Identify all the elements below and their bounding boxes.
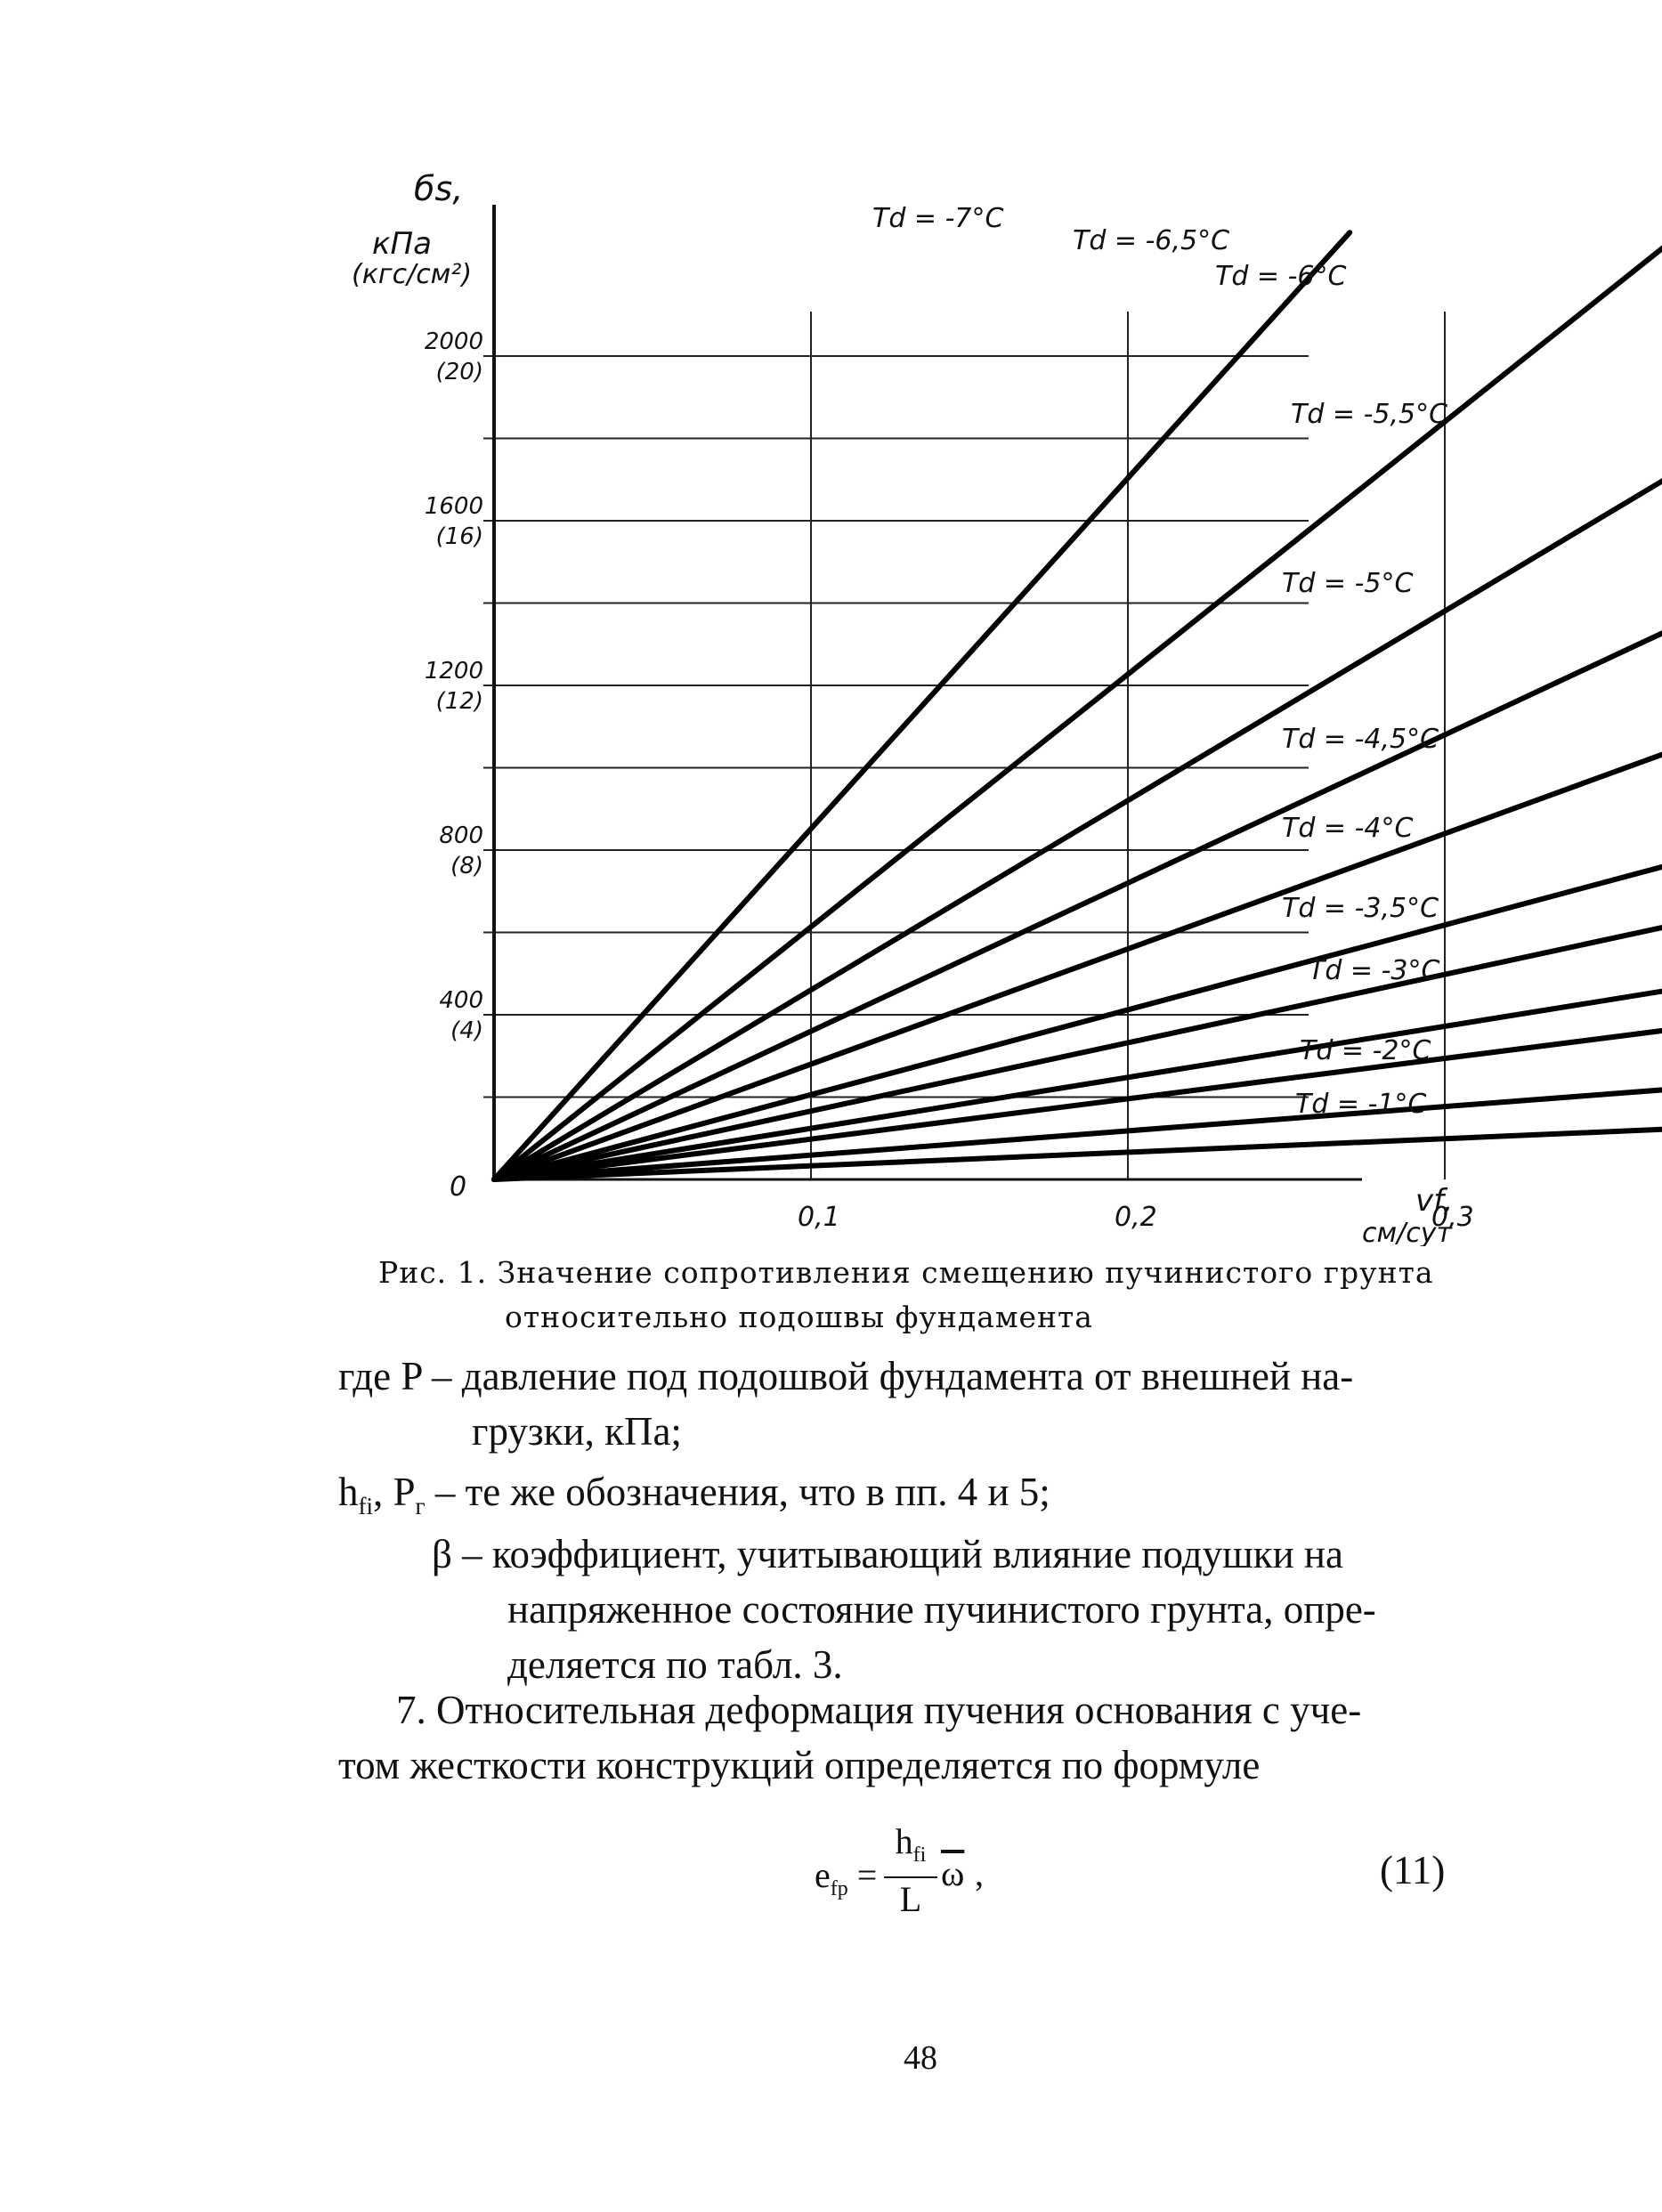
- y-tick-label: 2000: [424, 328, 483, 355]
- series-line: [494, 604, 1662, 1180]
- formula-lhs-sub: fp: [830, 1877, 848, 1900]
- p3-line-1: β – коэффициент, учитывающий влияние подушки на: [432, 1532, 1343, 1576]
- equation-number: (11): [1380, 1848, 1446, 1892]
- paragraph-item-7: [338, 1682, 1361, 1793]
- series-label: Td = -2°С: [1300, 1035, 1431, 1066]
- series-line: [494, 298, 1662, 1179]
- p3-line-3: деляется по табл. 3.: [507, 1642, 843, 1687]
- series-line: [494, 232, 1350, 1179]
- series-label: Td = -6,5°С: [1073, 225, 1230, 256]
- y-axis-label: (кгс/см²): [352, 259, 473, 290]
- y-tick-label: 1200: [424, 658, 483, 685]
- chart-series-lines: [494, 232, 1662, 1179]
- series-label: Td = -4°С: [1282, 813, 1414, 844]
- origin-label: 0: [450, 1171, 467, 1203]
- p4-line-1: 7. Относительная деформация пучения основания с уче-: [396, 1688, 1362, 1732]
- paragraph-hfi-definition: [338, 1464, 1050, 1534]
- y-tick-label-alt: (4): [450, 1017, 483, 1044]
- series-line: [494, 439, 1662, 1180]
- formula-numerator: [884, 1820, 937, 1878]
- p4-line-2: том жесткости конструкций определяется по формуле: [338, 1743, 1261, 1787]
- paragraph-beta-definition: [432, 1527, 1376, 1692]
- y-axis-label: бs,: [414, 169, 464, 208]
- x-axis-label: см/сут: [1362, 1218, 1452, 1246]
- formula-equals: =: [847, 1855, 878, 1895]
- x-tick-label: 0,1: [798, 1202, 840, 1233]
- chart-labels: [352, 169, 1662, 1246]
- y-tick-label: 400: [439, 987, 483, 1014]
- y-tick-label-alt: (20): [435, 359, 483, 385]
- p2-rest: – те же обозначения, что в пп. 4 и 5;: [425, 1470, 1050, 1514]
- formula-num-sub: fi: [912, 1843, 927, 1867]
- p1-line-2: грузки, кПа;: [472, 1409, 682, 1454]
- p2-sep: , P: [373, 1470, 416, 1514]
- p2-h: h: [338, 1470, 359, 1514]
- y-tick-label-alt: (12): [435, 688, 483, 715]
- series-label: Td = -5°С: [1282, 568, 1414, 599]
- x-tick-label: 0,2: [1115, 1202, 1157, 1233]
- y-axis-label: кПа: [372, 226, 432, 262]
- p2-p-sub: г: [415, 1493, 426, 1519]
- y-tick-label-alt: (16): [435, 523, 483, 550]
- formula-11: [815, 1820, 1028, 1927]
- series-label: Td = -5,5°С: [1291, 399, 1448, 430]
- series-label: Td = -3,5°С: [1282, 893, 1439, 924]
- series-label: Td = -4,5°С: [1282, 724, 1439, 755]
- x-axis-label: vf,: [1415, 1183, 1454, 1219]
- series-line: [494, 1112, 1662, 1179]
- series-line: [494, 838, 1662, 1179]
- figure-caption: [378, 1251, 1536, 1340]
- p3-line-2: напряженное состояние пучинистого грунта, опре-: [507, 1587, 1376, 1632]
- x-tick-label: 0,3: [1431, 1202, 1474, 1233]
- p1-line-1: где P – давление под подошвой фундамента от внешней на-: [338, 1354, 1354, 1398]
- formula-lhs: [815, 1854, 877, 1901]
- p2-h-sub: fi: [358, 1493, 373, 1519]
- series-line: [494, 245, 1662, 1179]
- formula-denominator: L: [899, 1879, 922, 1919]
- paragraph-p-definition: [338, 1349, 1353, 1459]
- series-label: Td = -7°С: [872, 203, 1004, 234]
- series-label: Td = -6°С: [1215, 261, 1347, 292]
- y-tick-label: 1600: [424, 493, 483, 520]
- y-tick-label: 800: [439, 822, 483, 849]
- caption-line-1: Рис. 1. Значение сопротивления смещению пучинистого грунта: [378, 1255, 1434, 1290]
- formula-omega: $\overline{\omega}$: [941, 1853, 965, 1893]
- formula-lhs-e: e: [815, 1855, 831, 1895]
- formula-comma: ,: [975, 1853, 984, 1893]
- series-label: Td = -1°С: [1295, 1089, 1427, 1120]
- formula-num-h: h: [895, 1821, 913, 1861]
- y-tick-label-alt: (8): [450, 853, 483, 879]
- series-label: Td = -3°С: [1309, 955, 1440, 986]
- formula-fraction: [884, 1820, 937, 1921]
- page-number: 48: [904, 2039, 937, 2077]
- caption-line-2: относительно подошвы фундамента: [505, 1300, 1093, 1334]
